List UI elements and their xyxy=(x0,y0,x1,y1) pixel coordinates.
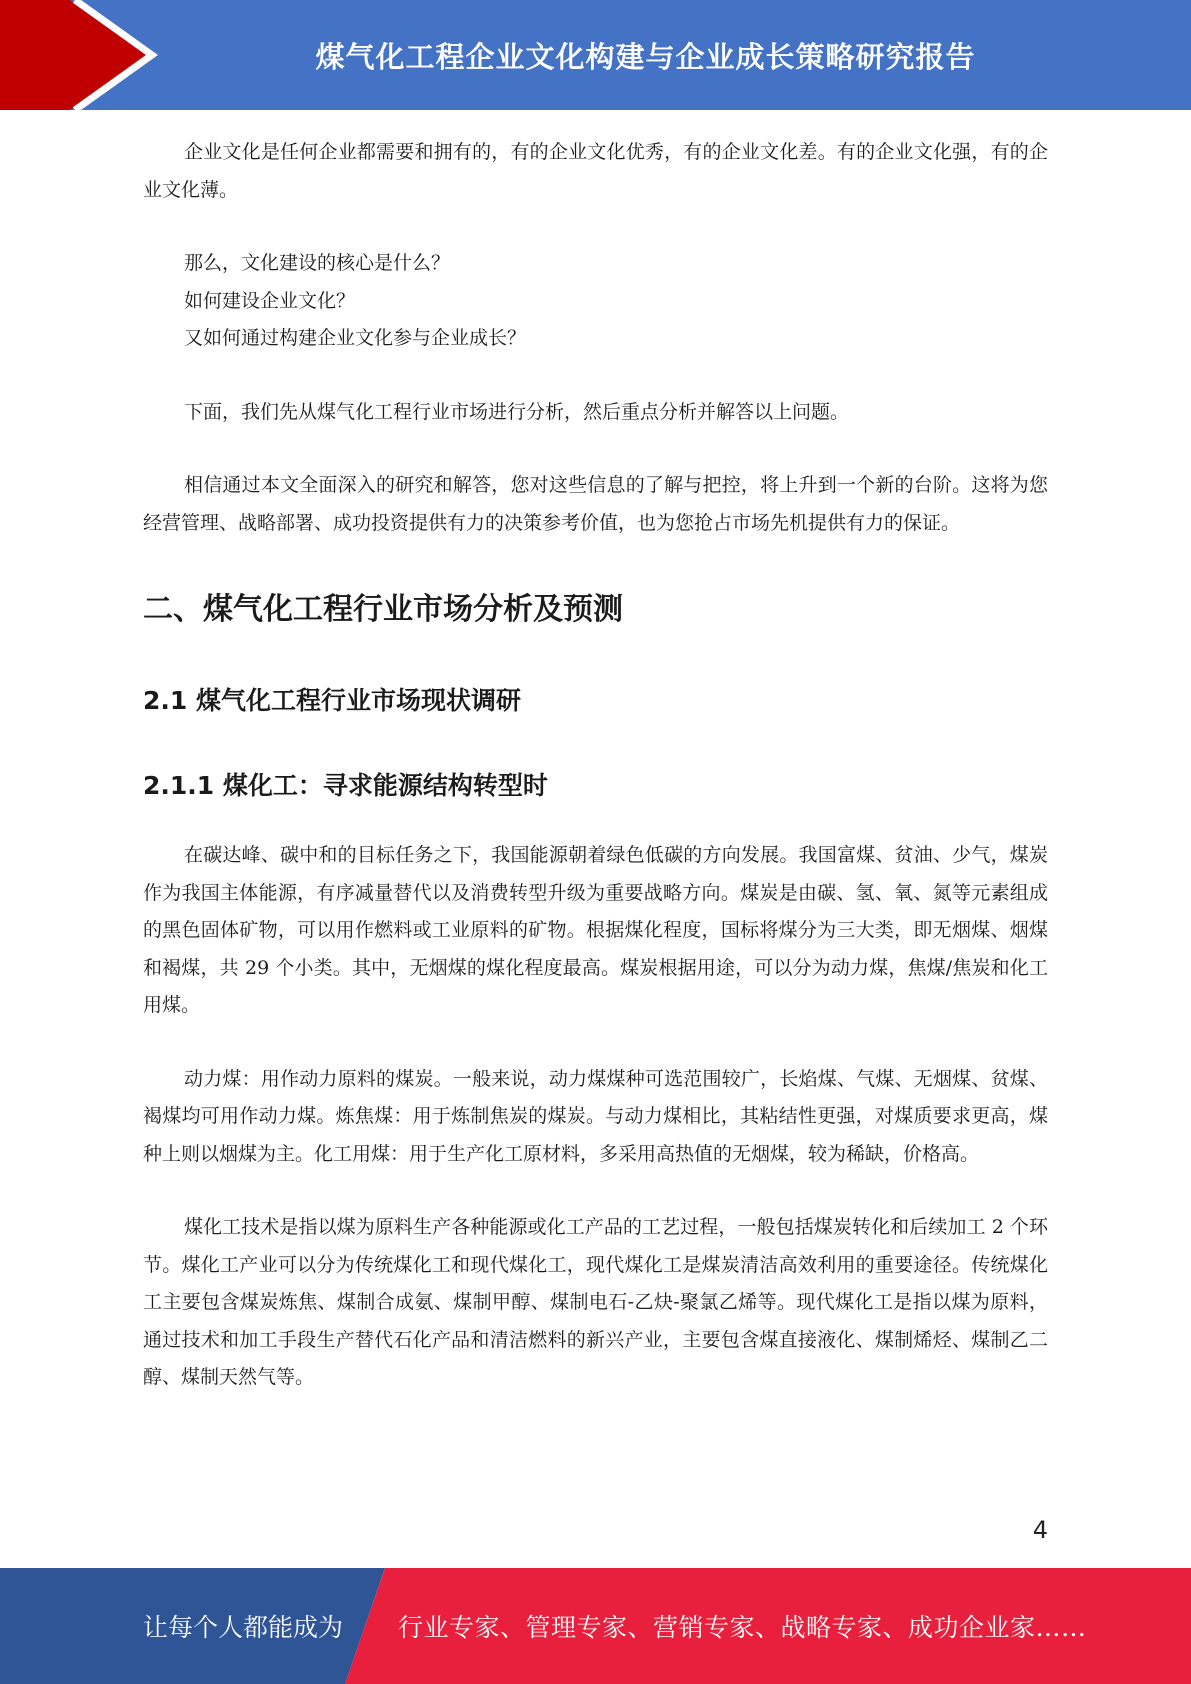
document-title: 煤气化工程企业文化构建与企业成长策略研究报告 xyxy=(315,39,976,74)
spacer xyxy=(143,1025,1048,1061)
spacer xyxy=(143,358,1048,394)
footer-slogan-right: 行业专家、管理专家、营销专家、战略专家、成功企业家…… xyxy=(398,1613,1087,1642)
spacer xyxy=(143,803,1048,837)
intro-paragraph-1: 企业文化是任何企业都需要和拥有的，有的企业文化优秀，有的企业文化差。有的企业文化强，有的企业文化薄。 xyxy=(143,141,1048,201)
body-paragraph-2: 动力煤：用作动力原料的煤炭。一般来说，动力煤煤种可选范围较广，长焰煤、气煤、无烟煤、贫煤、褐煤均可用作动力煤。炼焦煤：用于炼制焦炭的煤炭。与动力煤相比，其粘结性更强，对煤质要求更高，煤种上则以烟煤为主。化工用煤：用于生产化工原材料，多采用高热值的无烟煤，较为稀缺，价格高。 xyxy=(143,1067,1048,1165)
subsection-heading: 2.1 煤气化工程行业市场现状调研 xyxy=(143,686,521,715)
page-body xyxy=(143,134,1048,1397)
spacer xyxy=(143,630,1048,684)
spacer xyxy=(143,431,1048,467)
spacer xyxy=(143,209,1048,245)
red-chevron-shape xyxy=(0,0,148,110)
intro-paragraph-2: 下面，我们先从煤气化工程行业市场进行分析，然后重点分析并解答以上问题。 xyxy=(184,400,850,423)
intro-paragraph-3: 相信通过本文全面深入的研究和解答，您对这些信息的了解与把控，将上升到一个新的台阶。这将为您经营管理、战略部署、成功投资提供有力的决策参考价值，也为您抢占市场先机提供有力的保证。 xyxy=(143,474,1048,534)
page-footer xyxy=(0,1568,1191,1684)
question-3: 又如何通过构建企业文化参与企业成长？ xyxy=(184,327,527,349)
spacer xyxy=(143,1173,1048,1209)
subsubsection-heading: 2.1.1 煤化工：寻求能源结构转型时 xyxy=(143,771,548,800)
page-header xyxy=(0,0,1191,110)
question-1: 那么，文化建设的核心是什么？ xyxy=(184,252,451,274)
section-heading: 二、煤气化工程行业市场分析及预测 xyxy=(143,592,623,627)
footer-slogan-left: 让每个人都能成为 xyxy=(143,1613,344,1642)
page-number: 4 xyxy=(1032,1516,1048,1544)
question-2: 如何建设企业文化？ xyxy=(184,289,356,312)
spacer xyxy=(143,718,1048,769)
body-paragraph-3: 煤化工技术是指以煤为原料生产各种能源或化工产品的工艺过程，一般包括煤炭转化和后续加工 2 个环节。煤化工产业可以分为传统煤化工和现代煤化工，现代煤化工是煤炭清洁高效利用的重要途径。传统煤化工主要包含煤炭炼焦、煤制合成氨、煤制甲醇、煤制电石-乙炔-聚氯乙烯等。现代煤化工是指以煤为原料，通过技术和加工手段生产替代石化产品和清洁燃料的新兴产业，主要包含煤直接液化、煤制烯烃、煤制乙二醇、煤制天然气等。 xyxy=(143,1216,1048,1388)
body-paragraph-1: 在碳达峰、碳中和的目标任务之下，我国能源朝着绿色低碳的方向发展。我国富煤、贫油、少气，煤炭作为我国主体能源，有序减量替代以及消费转型升级为重要战略方向。煤炭是由碳、氢、氧、氮等元素组成的黑色固体矿物，可以用作燃料或工业原料的矿物。根据煤化程度，国标将煤分为三大类，即无烟煤、烟煤和褐煤，共 29 个小类。其中，无烟煤的煤化程度最高。煤炭根据用途，可以分为动力煤，焦煤/焦炭和化工用煤。 xyxy=(143,844,1048,1016)
spacer xyxy=(143,542,1048,590)
